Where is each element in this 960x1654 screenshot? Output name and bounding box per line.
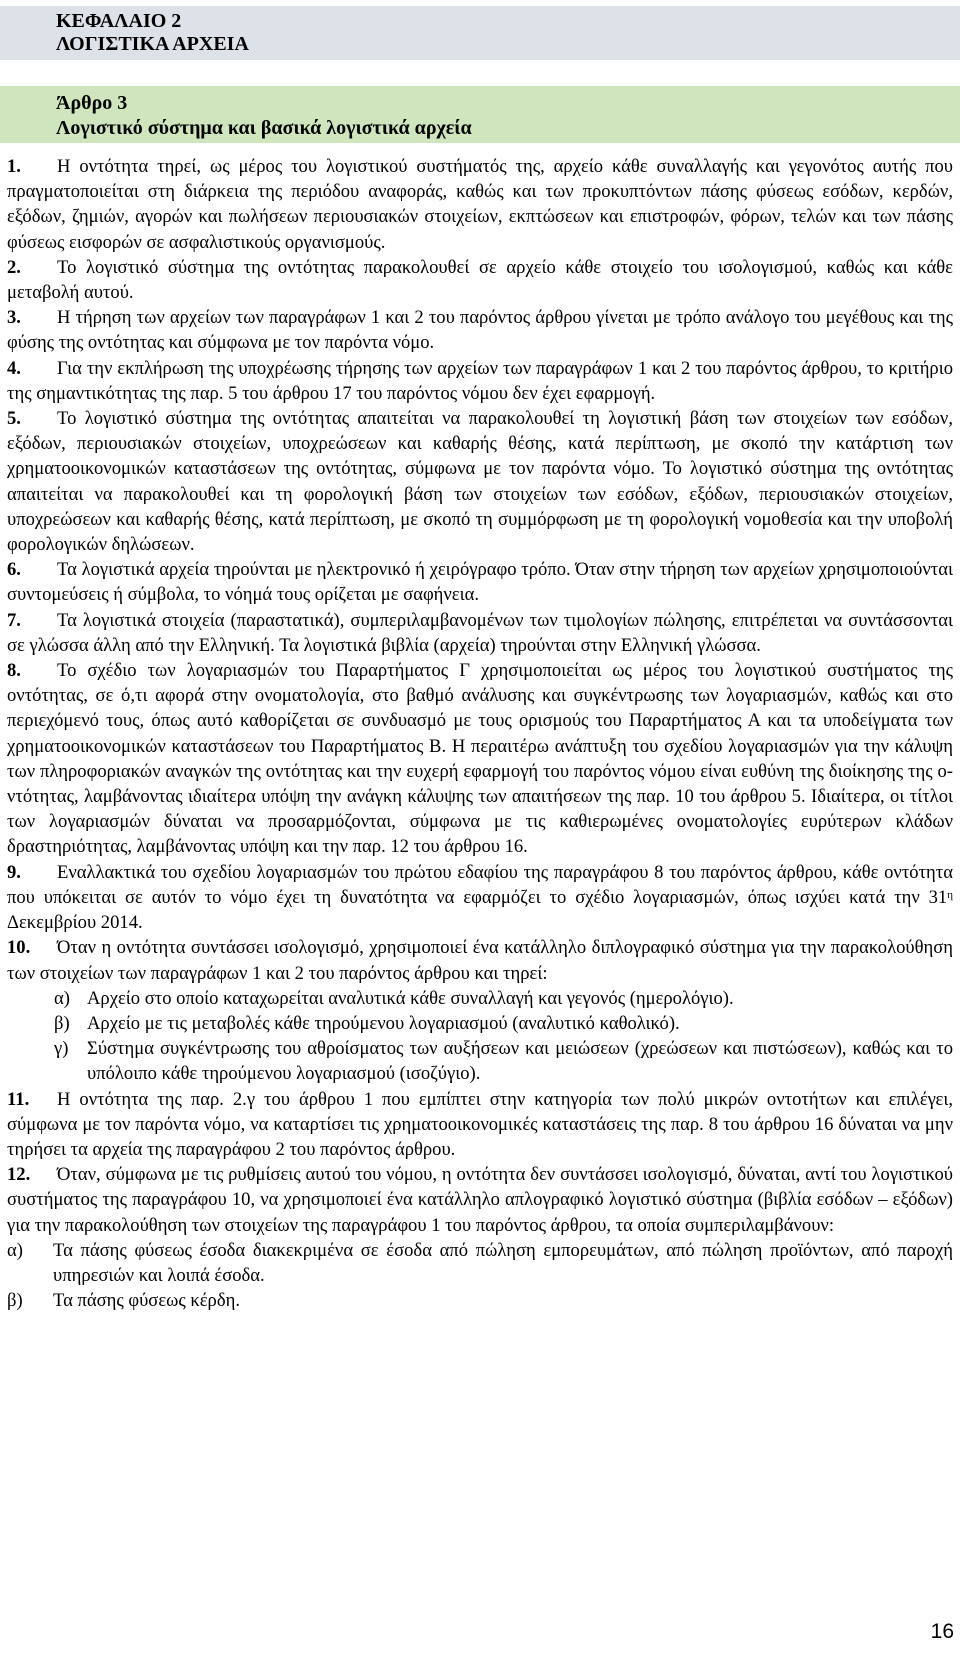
paragraph-text: Η οντότητα της παρ. 2.γ του άρθρου 1 που εμπίπτει στην κατηγορία των πολύ μικρών οντοτήτων και επιλέγει, σύμφωνα με τον παρόντα νόμο, να καταρτίσει τις χρηματοοικονομικές καταστάσεις της παρ. 8 του άρθρου 16 δύναται να μην τηρήσει τα αρχεία της παραγράφου 2 του παρόντος άρθρου. bbox=[7, 1088, 953, 1160]
paragraph-text: Τα λογιστικά αρχεία τηρούνται με ηλεκτρονικό ή χειρόγραφο τρόπο. Όταν στην τήρηση των αρχείων χρησιμοποιούνται συντομεύσεις ή σύμβολα, το νόημά τους ορίζεται με σαφήνεια. bbox=[7, 559, 953, 606]
paragraph-9 bbox=[7, 860, 953, 936]
list-item-label: γ) bbox=[54, 1038, 69, 1060]
article-label: Άρθρο 3 bbox=[56, 92, 128, 114]
paragraph-text: Τα λογιστικά στοιχεία (παραστατικά), συμπεριλαμβανομένων των τιμολογίων πώλησης, επιτρέπεται να συντάσσονται σε γλώσσα άλλη από την Ελληνική. Τα λογιστικά βιβλία (αρχεία) τηρούνται στην Ελληνική γλώσσα. bbox=[7, 609, 953, 656]
list-item bbox=[7, 986, 953, 1011]
list-item bbox=[7, 1036, 953, 1086]
list-item-label: α) bbox=[54, 987, 70, 1009]
paragraph-text: Η οντότητα τηρεί, ως μέρος του λογιστικού συστήματός της, αρχείο κάθε συναλλαγής και γεγονότος αυτής που πραγματοποιείται στη διάρκεια της περιόδου αναφοράς, καθώς και των προκυπτόντων πάσης φύσεως εσόδων, κερδών, εξόδων, ζημιών, αγορών και πωλήσεων περιουσιακών στοιχείων, εκπτώσεων και επιστροφών, φόρων, τελών και των πάσης φύσεως εισφορών σε ασφαλιστικούς οργανισμούς. bbox=[7, 156, 953, 253]
chapter-title: ΛΟΓΙΣΤΙΚΑ ΑΡΧΕΙΑ bbox=[56, 33, 249, 55]
list-item-label: α) bbox=[7, 1239, 23, 1261]
paragraph-number: 11. bbox=[7, 1088, 30, 1110]
list-item-text: Σύστημα συγκέντρωσης του αθροίσματος των αυξήσεων και μειώσεων (χρεώσεων και πιστώσεων), καθώς και το υπόλοιπο κάθε τηρούμενου λογαριασμού (ισοζύγιο). bbox=[87, 1038, 953, 1085]
paragraph-3 bbox=[7, 305, 953, 355]
paragraph-text: Η τήρηση των αρχείων των παραγράφων 1 και 2 του παρόντος άρθρου γίνεται με τρόπο ανάλογο του μεγέθους και της φύσης της οντότητας και σύμφωνα με τον παρόντα νόμο. bbox=[7, 307, 953, 354]
page-number: 16 bbox=[930, 1620, 954, 1643]
paragraph-number: 4. bbox=[7, 357, 21, 379]
paragraph-number: 7. bbox=[7, 609, 21, 631]
paragraph-2 bbox=[7, 255, 953, 305]
paragraph-4 bbox=[7, 356, 953, 406]
article-body bbox=[7, 154, 953, 1313]
paragraph-12 bbox=[7, 1162, 953, 1238]
paragraph-text-end: Δεκεμβρίου 2014. bbox=[7, 912, 143, 934]
paragraph-text: Το λογιστικό σύστημα της οντότητας απαιτείται να παρακολουθεί τη λογιστική βάση των στοιχείων των εσόδων, εξόδων, περιουσιακών στοιχείων, υποχρεώσεων και καθαρής θέσης, κατά περίπτωση, με σκοπό την κατάρτιση των χρηματοοικονομικών καταστάσεων της οντότητας, σύμφωνα με τον παρόντα νόμο. Το λογιστικό σύστημα της οντότητας απαιτείται να παρακολουθεί και τη φορολογική βάση των στοιχείων των εσόδων, εξόδων, περιουσιακών στοιχείων, υποχρεώσεων και καθαρής θέσης, κατά περίπτωση, με σκοπό τη συμμόρφωση με τη φορολογική νομοθεσία και την υποβολή φορολογικών δηλώσεων. bbox=[7, 408, 953, 556]
list-item bbox=[7, 1011, 953, 1036]
paragraph-5 bbox=[7, 406, 953, 557]
chapter-label: ΚΕΦΑΛΑΙΟ 2 bbox=[56, 10, 182, 32]
paragraph-text: Εναλλακτικά του σχεδίου λογαριασμών του πρώτου εδαφίου της παραγράφου 8 του παρόντος άρθρου, κάθε οντότητα που υπόκειται σε αυτόν το νόμο έχει τη δυνατότητα να εφαρμόζει το σχέδιο λογαριασμών, όπως ισχύει κατά την 31 bbox=[7, 861, 953, 908]
paragraph-number: 5. bbox=[7, 408, 21, 430]
paragraph-number: 3. bbox=[7, 307, 21, 329]
paragraph-number: 2. bbox=[7, 256, 21, 278]
chapter-header bbox=[0, 6, 960, 60]
list-item-text: Αρχείο στο οποίο καταχωρείται αναλυτικά κάθε συναλλαγή και γεγονός (ημερολόγιο). bbox=[87, 987, 734, 1009]
paragraph-8 bbox=[7, 658, 953, 860]
paragraph-7 bbox=[7, 608, 953, 658]
article-header bbox=[0, 86, 960, 143]
paragraph-6 bbox=[7, 557, 953, 607]
paragraph-number: 8. bbox=[7, 660, 21, 682]
paragraph-text: Όταν η οντότητα συντάσσει ισολογισμό, χρησιμοποιεί ένα κατάλληλο διπλογραφικό σύστημα για την παρακολούθηση των στοιχείων των παραγράφων 1 και 2 του παρόντος άρθρου και τηρεί: bbox=[7, 937, 953, 984]
paragraph-text: Το λογιστικό σύστημα της οντότητας παρακολουθεί σε αρχείο κάθε στοιχείο του ισολογισμού, καθώς και κάθε μεταβολή αυτού. bbox=[7, 256, 953, 304]
list-item-label: β) bbox=[7, 1290, 23, 1312]
article-title: Λογιστικό σύστημα και βασικά λογιστικά αρχεία bbox=[56, 117, 472, 139]
paragraph-text: Για την εκπλήρωση της υποχρέωσης τήρησης των αρχείων των παραγράφων 1 και 2 του παρόντος άρθρου, το κριτήριο της σημαντικότητας της παρ. 5 του άρθρου 17 του παρόντος νόμου δεν έχει εφαρμογή. bbox=[7, 357, 953, 404]
list-item-label: β) bbox=[54, 1012, 70, 1034]
list-item bbox=[7, 1288, 953, 1313]
paragraph-number: 1. bbox=[7, 156, 21, 177]
list-item-text: Τα πάσης φύσεως κέρδη. bbox=[53, 1290, 240, 1312]
paragraph-number: 6. bbox=[7, 559, 21, 581]
paragraph-text: Το σχέδιο των λογαριασμών του Παραρτήματος Γ χρησιμοποιείται ως μέρος του λογιστικού συστήματος της οντότητας, σε ό,τι αφορά στην ονοματολογία, στο βαθμό ανάλυσης και συγκέντρωσης των λογαριασμών, καθώς και στο περιεχόμενό τους, όπως αυτό καθορίζεται σε συνδυασμό με τους ορισμούς του Παραρτήματος Α και τα υποδείγματα των χρηματοοικονομικών καταστάσεων του Παραρτήματος Β. Η περαιτέρω ανάπτυξη του σχεδίου λογαριασμών για την κάλυψη των πληροφοριακών αναγκών της οντότητας και την ευχερή εφαρμογή του παρόντος νόμου είναι ευθύνη της διοίκησης της οντότητας, λαμβάνοντας ιδιαίτερα υπόψη την ανάγκη κάλυψης των απαιτήσεων της παρ. 10 του άρθρου 5. Ιδιαίτερα, οι τίτλοι των λογαριασμών δύναται να προσαρμόζονται, σύμφωνα με τις καθιερωμένες ονοματολογίες ευρύτερων κλάδων δραστηριότητας, λαμβάνοντας υπόψη και την παρ. 12 του άρθρου 16. bbox=[7, 660, 953, 858]
ordinal-superscript: η bbox=[947, 888, 953, 901]
paragraph-10 bbox=[7, 935, 953, 985]
list-item-text: Αρχείο με τις μεταβολές κάθε τηρούμενου λογαριασμού (αναλυτικό καθολικό). bbox=[87, 1012, 680, 1034]
paragraph-number: 10. bbox=[7, 937, 31, 959]
paragraph-number: 9. bbox=[7, 861, 21, 883]
paragraph-text: Όταν, σύμφωνα με τις ρυθμίσεις αυτού του νόμου, η οντότητα δεν συντάσσει ισολογισμό, δύναται, αντί του λογιστικού συστήματος της παραγράφου 10, να χρησιμοποιεί ένα κατάλληλο απλογραφικό λογιστικό σύστημα (βιβλία εσόδων – εξόδων) για την παρακολούθηση των στοιχείων της παραγράφου 1 του παρόντος άρθρου, τα οποία συμπεριλαμβάνουν: bbox=[7, 1164, 953, 1236]
list-item-text: Τα πάσης φύσεως έσοδα διακεκριμένα σε έσοδα από πώληση εμπορευμάτων, από πώληση προϊόντων, από παροχή υπηρεσιών και λοιπά έσοδα. bbox=[53, 1239, 953, 1286]
paragraph-number: 12. bbox=[7, 1164, 31, 1186]
paragraph-1 bbox=[7, 154, 953, 255]
list-item bbox=[7, 1238, 953, 1288]
paragraph-11 bbox=[7, 1087, 953, 1163]
